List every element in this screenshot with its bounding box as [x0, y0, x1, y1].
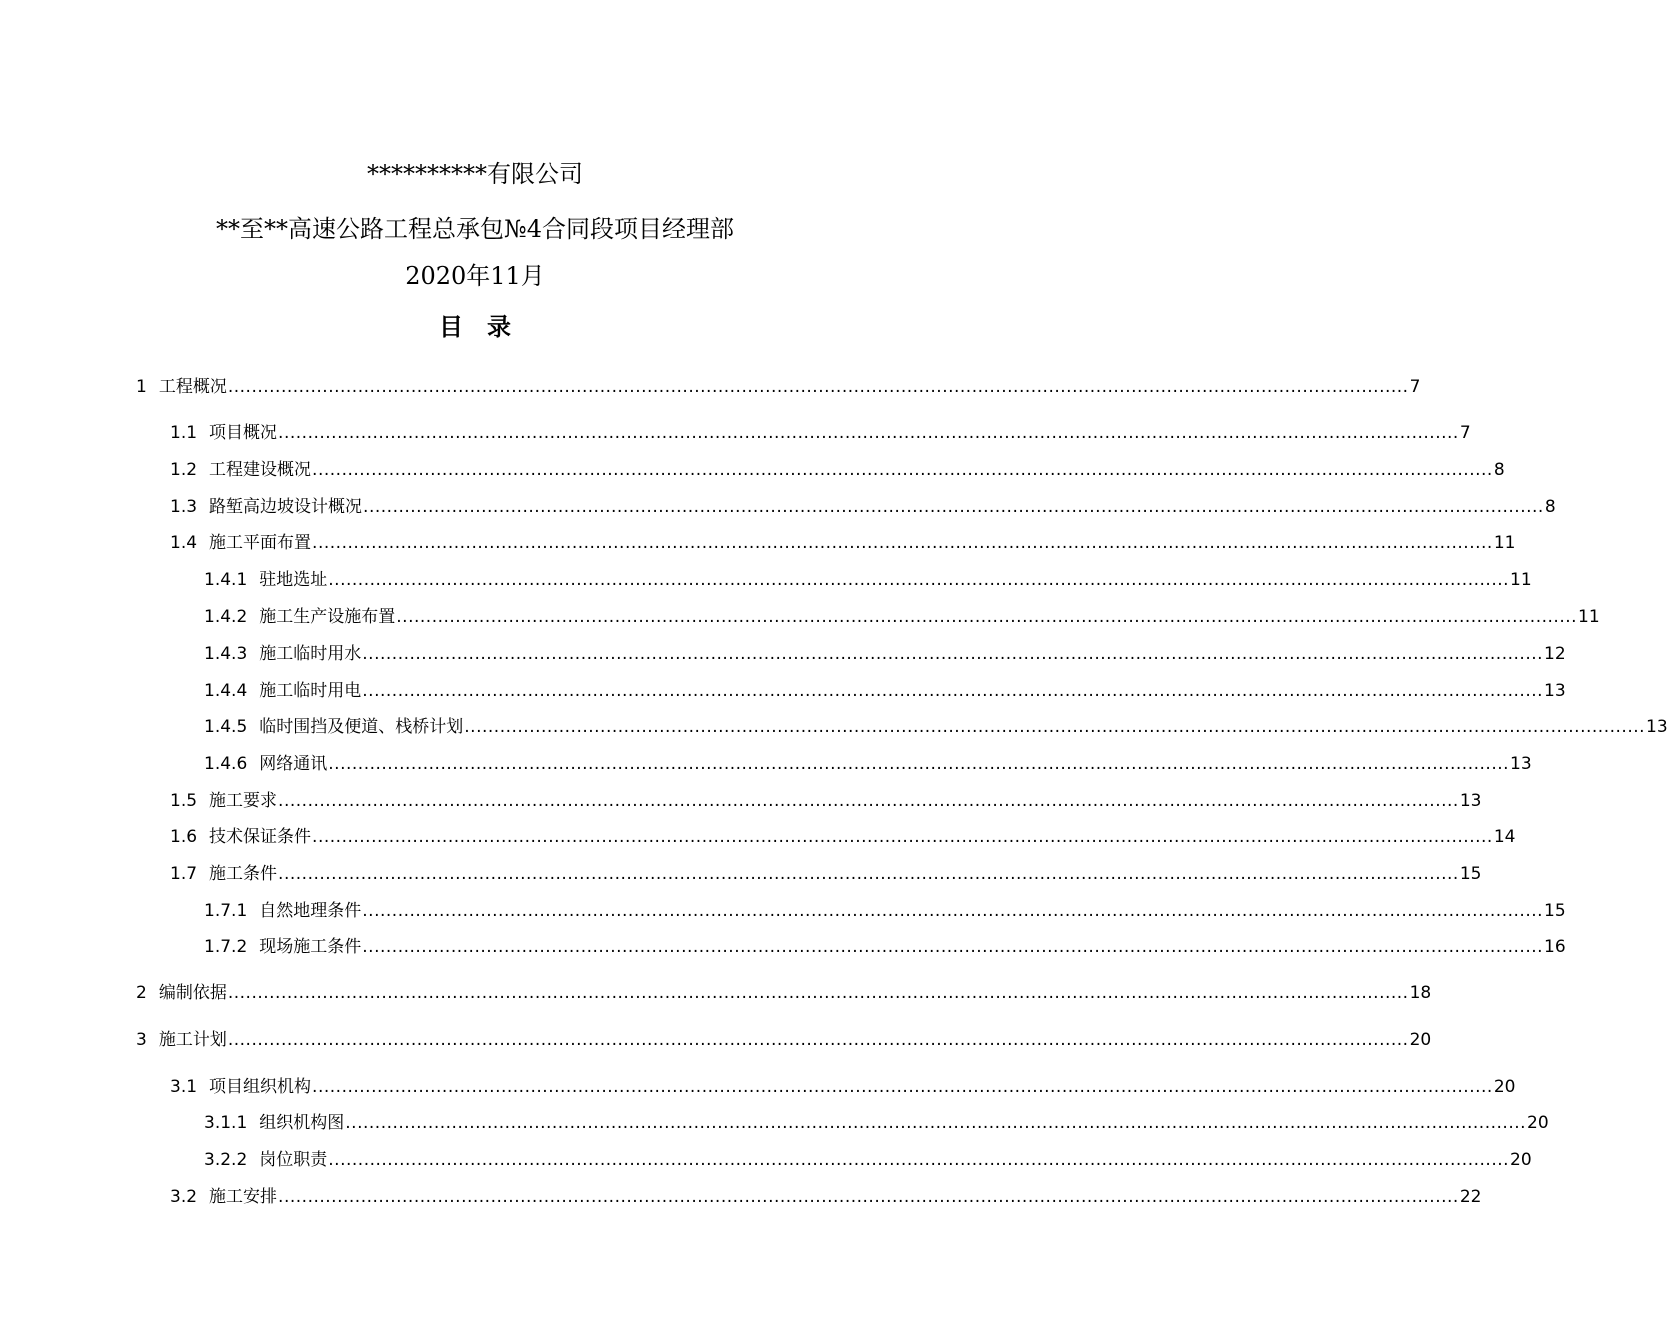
toc-dot-leader: ........................................................................................................................................................................................................ — [363, 497, 1544, 517]
toc-entry-page: 8 — [1493, 460, 1505, 480]
document-date: 2020年11月 — [405, 262, 545, 290]
toc-entry[interactable] — [170, 788, 1482, 814]
toc-entry-title: 驻地选址 — [259, 570, 328, 590]
toc-entry-number: 1.4 — [170, 533, 198, 553]
toc-entry-page: 15 — [1544, 901, 1566, 921]
toc-entry-number: 1.3 — [170, 497, 198, 517]
toc-entry-page: 18 — [1409, 983, 1432, 1003]
project-department: **至**高速公路工程总承包№4合同段项目经理部 — [216, 215, 734, 243]
toc-entry-number: 1.7 — [170, 864, 198, 884]
toc-entry-title: 编制依据 — [158, 983, 227, 1003]
toc-entry-number: 2 — [136, 983, 147, 1003]
toc-entry-title: 临时围挡及便道、栈桥计划 — [259, 717, 464, 737]
toc-dot-leader: ........................................................................................................................................................................................................ — [227, 983, 1409, 1003]
toc-entry[interactable] — [204, 934, 1566, 960]
toc-entry[interactable] — [170, 530, 1516, 556]
toc-entry[interactable] — [170, 861, 1482, 887]
toc-entry-title: 现场施工条件 — [259, 937, 362, 957]
toc-entry-title: 施工临时用水 — [259, 644, 362, 664]
toc-entry-page: 15 — [1459, 864, 1482, 884]
toc-entry-title: 技术保证条件 — [209, 827, 312, 847]
toc-entry-number: 1.7.1 — [204, 901, 248, 921]
toc-dot-leader: ........................................................................................................................................................................................................ — [278, 1187, 1459, 1207]
toc-entry-title: 施工计划 — [158, 1030, 227, 1050]
toc-entry-number: 1.2 — [170, 460, 198, 480]
toc-entry-number: 3.2.2 — [204, 1150, 248, 1170]
toc-dot-leader: ........................................................................................................................................................................................................ — [278, 423, 1459, 443]
toc-entry[interactable] — [170, 1074, 1516, 1100]
toc-entry-title: 施工平面布置 — [209, 533, 312, 553]
toc-entry-page: 20 — [1409, 1030, 1432, 1050]
toc-entry-title: 路堑高边坡设计概况 — [209, 497, 363, 517]
toc-dot-leader: ........................................................................................................................................................................................................ — [312, 460, 1493, 480]
toc-entry[interactable] — [170, 457, 1505, 483]
toc-entry-page: 13 — [1544, 681, 1566, 701]
toc-entry[interactable] — [136, 374, 1421, 400]
toc-title: 目录 — [439, 313, 535, 341]
toc-entry-number: 1.5 — [170, 791, 198, 811]
toc-entry-number: 1.1 — [170, 423, 198, 443]
toc-entry-number: 3 — [136, 1030, 147, 1050]
toc-dot-leader: ........................................................................................................................................................................................................ — [328, 754, 1510, 774]
toc-dot-leader: ........................................................................................................................................................................................................ — [312, 827, 1493, 847]
toc-entry-title: 岗位职责 — [259, 1150, 328, 1170]
toc-entry-page: 7 — [1459, 423, 1471, 443]
toc-entry-page: 11 — [1493, 533, 1516, 553]
toc-entry-number: 1.4.3 — [204, 644, 248, 664]
toc-entry[interactable] — [204, 751, 1532, 777]
toc-entry-title: 施工要求 — [209, 791, 278, 811]
toc-entry[interactable] — [204, 678, 1566, 704]
toc-entry-title: 项目概况 — [209, 423, 278, 443]
toc-entry-number: 1.4.4 — [204, 681, 248, 701]
toc-entry-title: 施工临时用电 — [259, 681, 362, 701]
toc-entry-number: 1.7.2 — [204, 937, 248, 957]
toc-entry-page: 22 — [1459, 1187, 1482, 1207]
toc-entry-number: 1.4.6 — [204, 754, 248, 774]
toc-entry[interactable] — [204, 714, 1668, 740]
toc-entry[interactable] — [170, 824, 1516, 850]
toc-dot-leader: ........................................................................................................................................................................................................ — [362, 644, 1544, 664]
toc-entry-title: 工程概况 — [158, 377, 227, 397]
toc-entry-title: 网络通讯 — [259, 754, 328, 774]
toc-entry-page: 8 — [1544, 497, 1556, 517]
toc-entry-number: 1.4.2 — [204, 607, 248, 627]
toc-entry-number: 3.1 — [170, 1077, 198, 1097]
toc-entry-page: 11 — [1578, 607, 1600, 627]
toc-entry-number: 1.4.1 — [204, 570, 248, 590]
toc-dot-leader: ........................................................................................................................................................................................................ — [278, 791, 1459, 811]
toc-entry-number: 1.4.5 — [204, 717, 248, 737]
toc-dot-leader: ........................................................................................................................................................................................................ — [227, 1030, 1409, 1050]
toc-dot-leader: ........................................................................................................................................................................................................ — [362, 937, 1544, 957]
toc-entry[interactable] — [170, 494, 1556, 520]
toc-entry[interactable] — [204, 641, 1566, 667]
toc-entry-page: 16 — [1544, 937, 1566, 957]
toc-dot-leader: ........................................................................................................................................................................................................ — [312, 533, 1493, 553]
toc-entry[interactable] — [136, 980, 1432, 1006]
company-name: **********有限公司 — [367, 160, 583, 188]
toc-entry[interactable] — [170, 1184, 1482, 1210]
toc-entry[interactable] — [170, 420, 1471, 446]
toc-dot-leader: ........................................................................................................................................................................................................ — [312, 1077, 1493, 1097]
toc-dot-leader: ........................................................................................................................................................................................................ — [345, 1113, 1527, 1133]
toc-entry-number: 1.6 — [170, 827, 198, 847]
toc-entry-page: 13 — [1510, 754, 1532, 774]
toc-entry-page: 20 — [1493, 1077, 1516, 1097]
toc-entry[interactable] — [136, 1027, 1432, 1053]
toc-dot-leader: ........................................................................................................................................................................................................ — [464, 717, 1646, 737]
toc-entry-page: 20 — [1510, 1150, 1532, 1170]
toc-entry-page: 13 — [1459, 791, 1482, 811]
toc-entry-page: 7 — [1409, 377, 1421, 397]
toc-entry-title: 项目组织机构 — [209, 1077, 312, 1097]
toc-entry[interactable] — [204, 1110, 1549, 1136]
toc-entry[interactable] — [204, 898, 1566, 924]
toc-dot-leader: ........................................................................................................................................................................................................ — [362, 681, 1544, 701]
toc-entry-number: 1 — [136, 377, 147, 397]
toc-entry-page: 20 — [1527, 1113, 1549, 1133]
toc-entry-page: 14 — [1493, 827, 1516, 847]
toc-entry-number: 3.2 — [170, 1187, 198, 1207]
toc-dot-leader: ........................................................................................................................................................................................................ — [227, 377, 1409, 397]
toc-entry[interactable] — [204, 604, 1600, 630]
toc-entry-title: 自然地理条件 — [259, 901, 362, 921]
toc-entry-title: 施工安排 — [209, 1187, 278, 1207]
toc-dot-leader: ........................................................................................................................................................................................................ — [328, 570, 1510, 590]
toc-dot-leader: ........................................................................................................................................................................................................ — [328, 1150, 1510, 1170]
toc-entry-title: 施工生产设施布置 — [259, 607, 396, 627]
toc-dot-leader: ........................................................................................................................................................................................................ — [278, 864, 1459, 884]
toc-entry[interactable] — [204, 1147, 1532, 1173]
toc-entry[interactable] — [204, 567, 1532, 593]
toc-dot-leader: ........................................................................................................................................................................................................ — [362, 901, 1544, 921]
toc-entry-page: 12 — [1544, 644, 1566, 664]
toc-entry-number: 3.1.1 — [204, 1113, 248, 1133]
toc-entry-title: 组织机构图 — [259, 1113, 345, 1133]
toc-entry-title: 施工条件 — [209, 864, 278, 884]
toc-entry-title: 工程建设概况 — [209, 460, 312, 480]
toc-entry-page: 11 — [1510, 570, 1532, 590]
toc-dot-leader: ........................................................................................................................................................................................................ — [396, 607, 1578, 627]
toc-entry-page: 13 — [1646, 717, 1668, 737]
